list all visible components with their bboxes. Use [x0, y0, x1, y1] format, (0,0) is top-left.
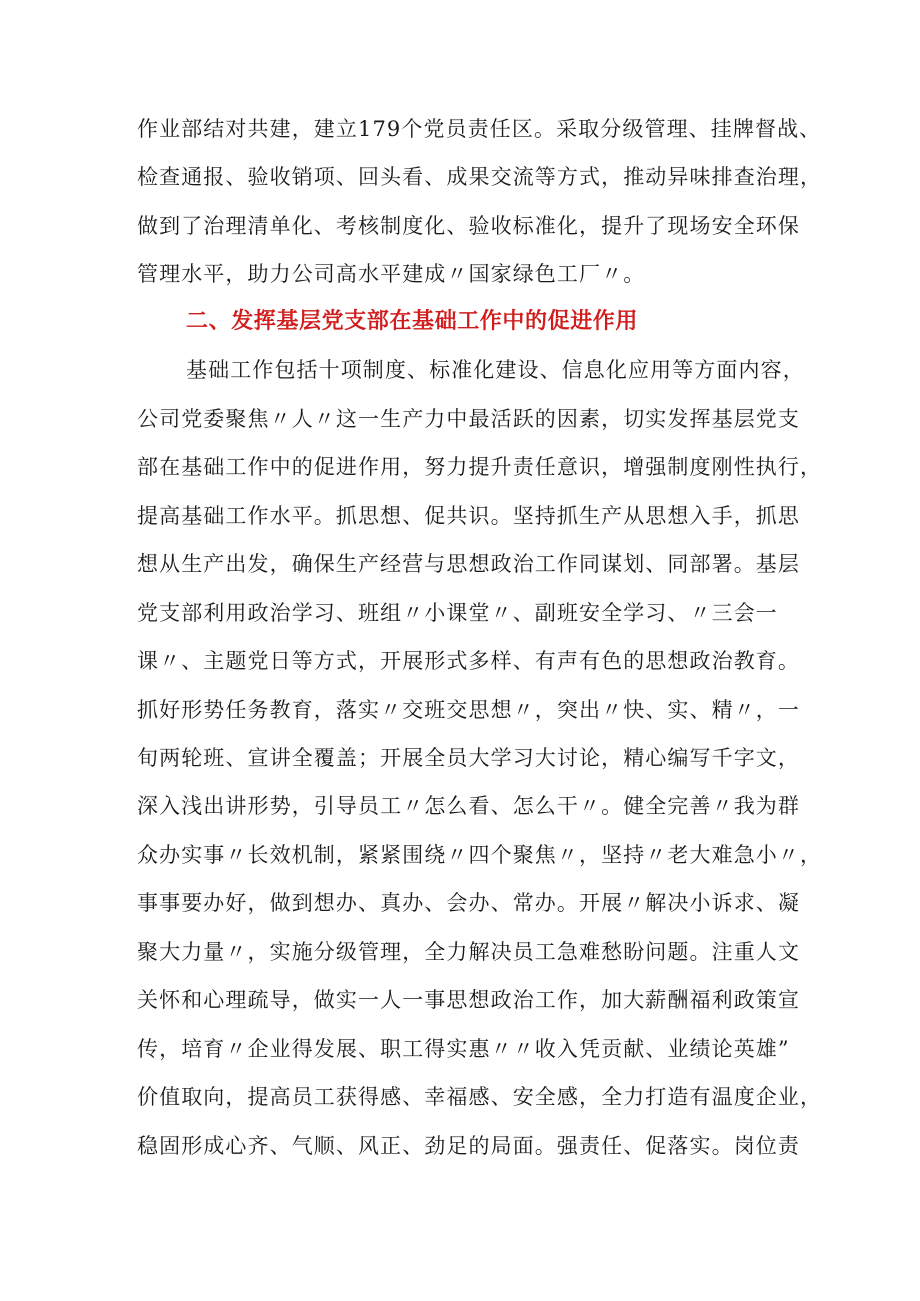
paragraph-line: 传，培育〃企业得发展、职工得实惠〃〃收入凭贡献、业绩论英雄”: [137, 1037, 790, 1061]
paragraph-line: 基础工作包括十项制度、标准化建设、信息化应用等方面内容，: [186, 358, 805, 382]
paragraph-line: 聚大力量〃，实施分级管理，全力解决员工急难愁盼问题。注重人文: [137, 940, 800, 964]
paragraph-line: 课〃、主题党日等方式，开展形式多样、有声有色的思想政治教育。: [137, 649, 800, 673]
paragraph-line: 作业部结对共建，建立179个党员责任区。采取分级管理、挂牌督战、: [137, 117, 822, 141]
paragraph-line: 关怀和心理疏导，做实一人一事思想政治工作，加大薪酬福利政策宣: [137, 988, 800, 1012]
paragraph-line: 事事要办好，做到想办、真办、会办、常办。开展〃解决小诉求、凝: [137, 891, 800, 915]
paragraph-line: 众办实事〃长效机制，紧紧围绕〃四个聚焦〃，坚持〃老大难急小〃，: [137, 843, 823, 867]
paragraph-line: 公司党委聚焦〃人〃这一生产力中最活跃的因素，切实发挥基层党支: [137, 407, 800, 431]
paragraph-line: 旬两轮班、宣讲全覆盖；开展全员大学习大讨论，精心编写千字文，: [137, 746, 800, 770]
paragraph-line: 价值取向，提高员工获得感、幸福感、安全感，全力打造有温度企业，: [137, 1085, 823, 1109]
paragraph-line: 想从生产出发，确保生产经营与思想政治工作同谋划、同部署。基层: [137, 552, 800, 576]
paragraph-line: 稳固形成心齐、气顺、风正、劲足的局面。强责任、促落实。岗位责: [137, 1134, 800, 1158]
paragraph-line: 部在基础工作中的促进作用，努力提升责任意识，增强制度刚性执行，: [137, 455, 823, 479]
paragraph-line: 提高基础工作水平。抓思想、促共识。坚持抓生产从思想入手，抓思: [137, 504, 800, 528]
paragraph-line: 做到了治理清单化、考核制度化、验收标准化，提升了现场安全环保: [137, 214, 800, 238]
paragraph-line: 抓好形势任务教育，落实〃交班交思想〃，突出〃快、实、精〃，一: [137, 698, 800, 722]
paragraph-line: 深入浅出讲形势，引导员工〃怎么看、怎么干〃。健全完善〃我为群: [137, 794, 800, 818]
paragraph-line: 党支部利用政治学习、班组〃小课堂〃、副班安全学习、〃三会一: [137, 601, 778, 625]
paragraph-line: 检查通报、验收销项、回头看、成果交流等方式，推动异味排查治理，: [137, 165, 823, 189]
paragraph-line: 管理水平，助力公司高水平建成〃国家绿色工厂〃。: [137, 262, 646, 286]
section-heading: 二、发挥基层党支部在基础工作中的促进作用: [186, 309, 639, 334]
